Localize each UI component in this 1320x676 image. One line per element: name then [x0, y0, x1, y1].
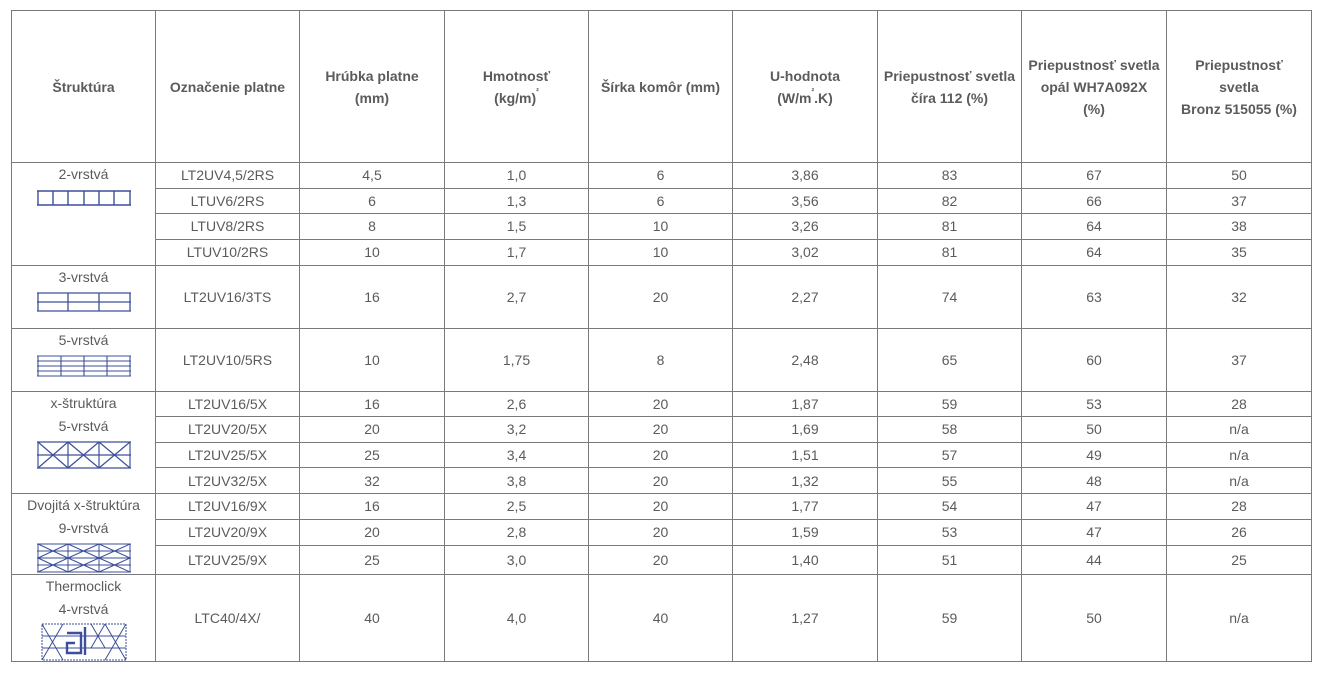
cell-transmission-opal: 60	[1022, 328, 1167, 391]
cell-chamber-width: 20	[589, 265, 733, 328]
cell-weight: 2,6	[445, 391, 589, 417]
cell-u-value: 1,77	[733, 494, 878, 520]
cell-chamber-width: 20	[589, 519, 733, 545]
table-row	[12, 188, 1312, 214]
cell-transmission-opal: 44	[1022, 545, 1167, 574]
cell-designation: LTC40/4X/	[156, 575, 300, 662]
twin-wall-icon	[12, 188, 155, 208]
header-designation: Označenie platne	[156, 11, 300, 163]
cell-thickness: 20	[300, 417, 445, 443]
spec-table	[11, 10, 1312, 662]
table-row	[12, 214, 1312, 240]
cell-transmission-clear: 74	[878, 265, 1022, 328]
cell-u-value: 3,02	[733, 239, 878, 265]
cell-chamber-width: 40	[589, 575, 733, 662]
structure-layers-label: 4-vrstvá	[58, 601, 109, 617]
cell-designation: LT2UV32/5X	[156, 468, 300, 494]
cell-transmission-clear: 82	[878, 188, 1022, 214]
cell-designation: LT2UV25/9X	[156, 545, 300, 574]
cell-transmission-clear: 55	[878, 468, 1022, 494]
table-row	[12, 239, 1312, 265]
cell-chamber-width: 20	[589, 545, 733, 574]
table-row	[12, 328, 1312, 391]
header-thickness: Hrúbka platne (mm)	[300, 11, 445, 163]
cell-weight: 3,8	[445, 468, 589, 494]
header-u-value: U-hodnota $(W/m^{^2}.K)$	[733, 11, 878, 163]
cell-u-value: 3,56	[733, 188, 878, 214]
cell-u-value: 1,40	[733, 545, 878, 574]
cell-transmission-clear: 81	[878, 239, 1022, 265]
structure-layers-label: 9-vrstvá	[58, 520, 109, 536]
cell-transmission-bronze: 37	[1167, 328, 1312, 391]
structure-label: Dvojitá x-štruktúra	[27, 497, 140, 513]
structure-cell	[12, 265, 156, 328]
header-transmission-bronze: Priepustnosť svetla Bronz 515055 (%)	[1167, 11, 1312, 163]
table-row	[12, 391, 1312, 417]
structure-label: Thermoclick	[45, 578, 122, 594]
cell-transmission-opal: 50	[1022, 417, 1167, 443]
cell-weight: 1,75	[445, 328, 589, 391]
cell-transmission-bronze: n/a	[1167, 468, 1312, 494]
cell-u-value: 2,48	[733, 328, 878, 391]
cell-thickness: 10	[300, 239, 445, 265]
cell-designation: LT2UV10/5RS	[156, 328, 300, 391]
structure-cell	[12, 494, 156, 575]
cell-transmission-clear: 57	[878, 442, 1022, 468]
cell-thickness: 25	[300, 545, 445, 574]
cell-chamber-width: 20	[589, 442, 733, 468]
cell-transmission-clear: 51	[878, 545, 1022, 574]
cell-transmission-opal: 53	[1022, 391, 1167, 417]
cell-transmission-opal: 48	[1022, 468, 1167, 494]
cell-weight: 1,0	[445, 163, 589, 189]
structure-label: 5-vrstvá	[58, 331, 109, 348]
cell-u-value: 1,32	[733, 468, 878, 494]
structure-cell	[12, 328, 156, 391]
table-row	[12, 519, 1312, 545]
cell-weight: 1,5	[445, 214, 589, 240]
cell-u-value: 3,26	[733, 214, 878, 240]
cell-transmission-bronze: n/a	[1167, 575, 1312, 662]
cell-chamber-width: 20	[589, 468, 733, 494]
table-body	[12, 163, 1312, 662]
structure-layers-label: 5-vrstvá	[58, 417, 109, 434]
structure-cell	[12, 575, 156, 662]
cell-transmission-bronze: n/a	[1167, 417, 1312, 443]
cell-transmission-bronze: 38	[1167, 214, 1312, 240]
cell-weight: 1,7	[445, 239, 589, 265]
cell-transmission-opal: 50	[1022, 575, 1167, 662]
cell-transmission-opal: 66	[1022, 188, 1167, 214]
table-row	[12, 468, 1312, 494]
double-x-structure-icon	[12, 542, 155, 574]
cell-transmission-opal: 49	[1022, 442, 1167, 468]
five-wall-icon	[12, 354, 155, 378]
cell-weight: 3,4	[445, 442, 589, 468]
table-row	[12, 163, 1312, 189]
cell-transmission-bronze: n/a	[1167, 442, 1312, 468]
header-transmission-opal: Priepustnosť svetla opál WH7A092X (%)	[1022, 11, 1167, 163]
structure-label: 2-vrstvá	[58, 166, 109, 182]
table-row	[12, 494, 1312, 520]
header-row	[12, 11, 1312, 163]
cell-thickness: 4,5	[300, 163, 445, 189]
cell-transmission-opal: 67	[1022, 163, 1167, 189]
header-weight: Hmotnosť $(kg/m)^{^2}$	[445, 11, 589, 163]
cell-chamber-width: 8	[589, 328, 733, 391]
cell-chamber-width: 20	[589, 494, 733, 520]
triple-wall-icon	[12, 291, 155, 313]
header-chamber-width: Šírka komôr (mm)	[589, 11, 733, 163]
cell-designation: LT2UV16/9X	[156, 494, 300, 520]
cell-chamber-width: 10	[589, 214, 733, 240]
cell-weight: 3,2	[445, 417, 589, 443]
cell-u-value: 1,69	[733, 417, 878, 443]
cell-thickness: 6	[300, 188, 445, 214]
x-structure-icon	[12, 440, 155, 470]
cell-chamber-width: 6	[589, 163, 733, 189]
cell-chamber-width: 6	[589, 188, 733, 214]
cell-transmission-bronze: 32	[1167, 265, 1312, 328]
structure-cell	[12, 163, 156, 266]
cell-u-value: 1,87	[733, 391, 878, 417]
cell-designation: LT2UV16/3TS	[156, 265, 300, 328]
cell-transmission-bronze: 50	[1167, 163, 1312, 189]
cell-transmission-opal: 63	[1022, 265, 1167, 328]
structure-label: x-štruktúra	[50, 394, 117, 411]
table-row	[12, 417, 1312, 443]
table-row	[12, 265, 1312, 328]
cell-chamber-width: 20	[589, 417, 733, 443]
cell-u-value: 1,27	[733, 575, 878, 662]
header-transmission-clear: Priepustnosť svetla číra 112 (%)	[878, 11, 1022, 163]
cell-transmission-clear: 59	[878, 391, 1022, 417]
cell-designation: LT2UV20/9X	[156, 519, 300, 545]
cell-chamber-width: 20	[589, 391, 733, 417]
cell-transmission-bronze: 28	[1167, 494, 1312, 520]
cell-transmission-bronze: 28	[1167, 391, 1312, 417]
cell-transmission-opal: 64	[1022, 214, 1167, 240]
cell-thickness: 20	[300, 519, 445, 545]
cell-transmission-opal: 47	[1022, 494, 1167, 520]
cell-thickness: 25	[300, 442, 445, 468]
cell-transmission-opal: 47	[1022, 519, 1167, 545]
cell-weight: 2,7	[445, 265, 589, 328]
structure-label: 3-vrstvá	[58, 268, 109, 285]
structure-cell	[12, 391, 156, 494]
cell-transmission-bronze: 25	[1167, 545, 1312, 574]
cell-u-value: 2,27	[733, 265, 878, 328]
cell-designation: LT2UV25/5X	[156, 442, 300, 468]
cell-transmission-bronze: 37	[1167, 188, 1312, 214]
cell-transmission-clear: 65	[878, 328, 1022, 391]
cell-u-value: 3,86	[733, 163, 878, 189]
cell-designation: LTUV8/2RS	[156, 214, 300, 240]
cell-transmission-clear: 81	[878, 214, 1022, 240]
cell-weight: 2,8	[445, 519, 589, 545]
cell-transmission-clear: 53	[878, 519, 1022, 545]
cell-transmission-bronze: 35	[1167, 239, 1312, 265]
cell-thickness: 8	[300, 214, 445, 240]
cell-thickness: 32	[300, 468, 445, 494]
cell-designation: LT2UV16/5X	[156, 391, 300, 417]
header-structure: Štruktúra	[12, 11, 156, 163]
thermoclick-icon	[12, 623, 155, 661]
cell-weight: 1,3	[445, 188, 589, 214]
cell-thickness: 40	[300, 575, 445, 662]
cell-weight: 2,5	[445, 494, 589, 520]
cell-u-value: 1,59	[733, 519, 878, 545]
cell-designation: LTUV6/2RS	[156, 188, 300, 214]
cell-transmission-clear: 83	[878, 163, 1022, 189]
cell-weight: 3,0	[445, 545, 589, 574]
cell-transmission-opal: 64	[1022, 239, 1167, 265]
cell-transmission-bronze: 26	[1167, 519, 1312, 545]
cell-designation: LTUV10/2RS	[156, 239, 300, 265]
cell-transmission-clear: 59	[878, 575, 1022, 662]
cell-designation: LT2UV20/5X	[156, 417, 300, 443]
cell-thickness: 16	[300, 265, 445, 328]
cell-transmission-clear: 54	[878, 494, 1022, 520]
cell-thickness: 16	[300, 494, 445, 520]
cell-u-value: 1,51	[733, 442, 878, 468]
cell-transmission-clear: 58	[878, 417, 1022, 443]
cell-weight: 4,0	[445, 575, 589, 662]
table-row	[12, 442, 1312, 468]
cell-thickness: 10	[300, 328, 445, 391]
cell-thickness: 16	[300, 391, 445, 417]
cell-chamber-width: 10	[589, 239, 733, 265]
table-row	[12, 575, 1312, 662]
cell-designation: LT2UV4,5/2RS	[156, 163, 300, 189]
table-row	[12, 545, 1312, 574]
